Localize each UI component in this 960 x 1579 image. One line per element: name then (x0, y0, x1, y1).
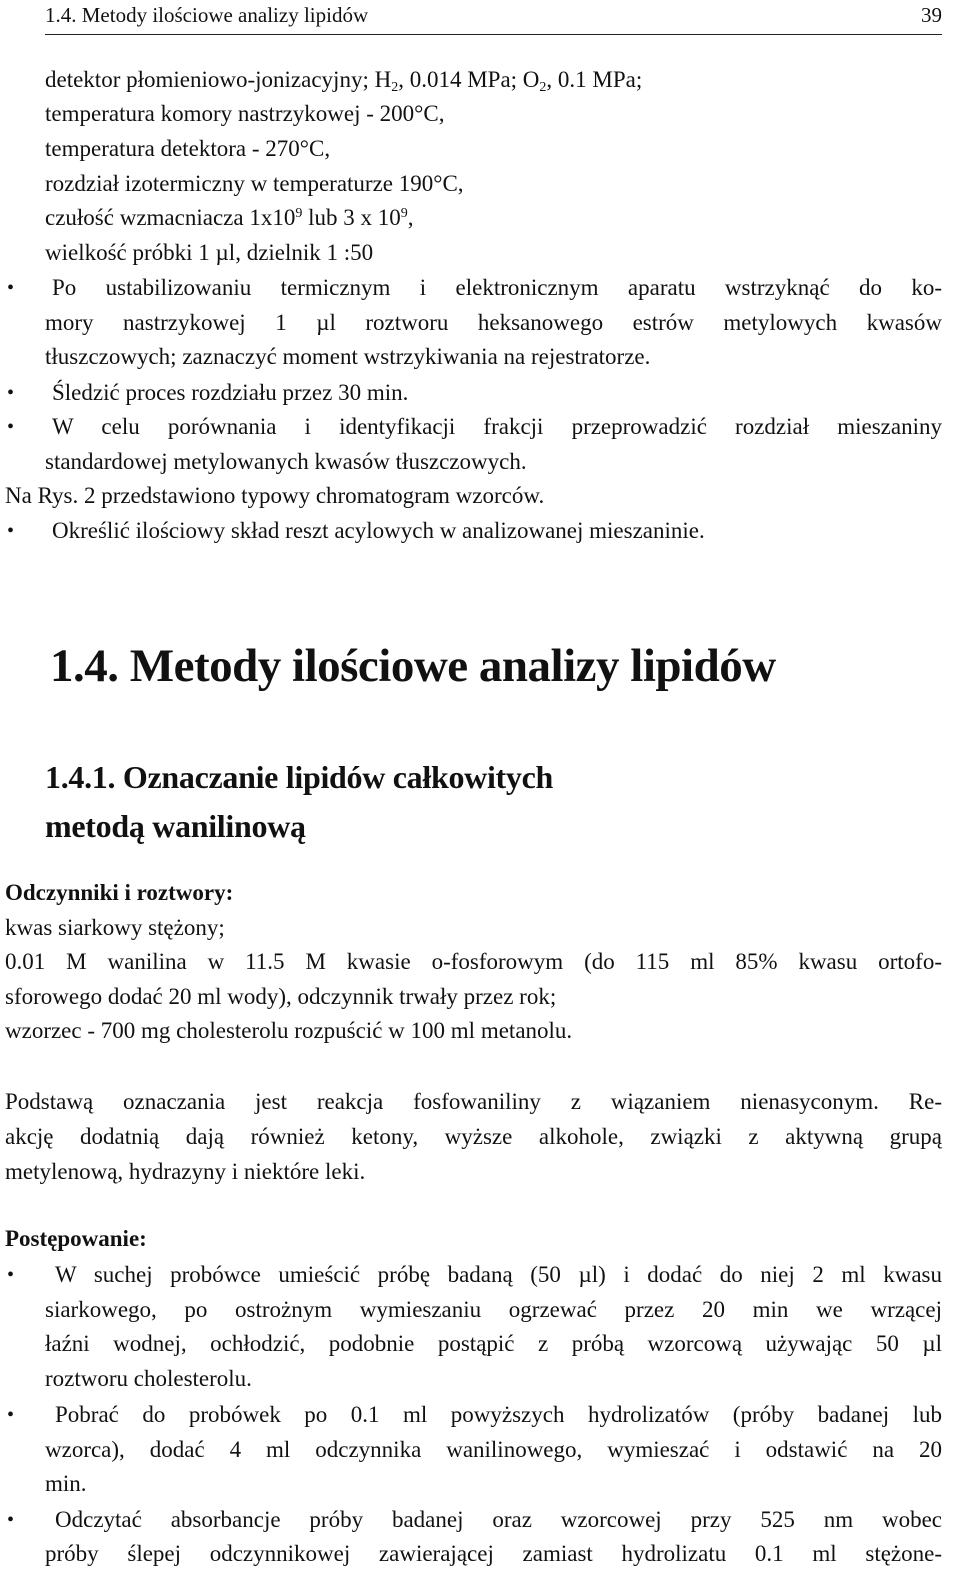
step-inject-line-3: tłuszczowych; zaznaczyć moment wstrzykiwania na rejestratorze. (45, 344, 651, 369)
step-compare-line-2: standardowej metylowanych kwasów tłuszczowych. (45, 449, 527, 474)
step-observe: Śledzić proces rozdziału przez 30 min. (52, 380, 409, 405)
procedure-step-1-line-4: roztworu cholesterolu. (45, 1366, 252, 1391)
bullet-icon: • (7, 416, 15, 438)
principle-line-3: metylenową, hydrazyny i niektóre leki. (5, 1159, 366, 1184)
subsection-title-line-2: metodą wanilinową (45, 808, 306, 844)
bullet-icon: • (7, 1509, 15, 1531)
page-number: 39 (921, 3, 942, 27)
reagents-heading: Odczynniki i roztwory: (5, 880, 234, 905)
step-inject-line-2: mory nastrzykowej 1 µl roztworu heksanowego estrów metylowych kwasów (45, 310, 942, 335)
procedure-step-1-line-2: siarkowego, po ostrożnym wymieszaniu ogrzewać przez 20 min we wrzącej (45, 1297, 942, 1322)
reagent-line-4: wzorzec - 700 mg cholesterolu rozpuścić w 100 ml metanolu. (5, 1018, 573, 1043)
procedure-step-2-line-3: min. (45, 1471, 87, 1496)
bullet-icon: • (7, 277, 15, 299)
procedure-step-3-line-1: Odczytać absorbancje próby badanej oraz wzorcowej przy 525 nm wobec (55, 1507, 942, 1532)
step-inject-line-1: Po ustabilizowaniu termicznym i elektronicznym aparatu wstrzyknąć do ko- (52, 275, 942, 300)
step-compare-line-1: W celu porównania i identyfikacji frakcji przeprowadzić rozdział mieszaniny (52, 414, 942, 439)
figure-note: Na Rys. 2 przedstawiono typowy chromatogram wzorców. (5, 483, 545, 508)
param-injector-temp: temperatura komory nastrzykowej - 200°C, (45, 101, 445, 126)
step-determine: Określić ilościowy skład reszt acylowych w analizowanej mieszaninie. (52, 518, 705, 543)
principle-line-2: akcję dodatnią dają również ketony, wyższe alkohole, związki z aktywną grupą (5, 1124, 942, 1149)
param-detector-temp: temperatura detektora - 270°C, (45, 136, 331, 161)
principle-line-1: Podstawą oznaczania jest reakcja fosfowaniliny z wiązaniem nienasyconym. Re- (5, 1089, 942, 1114)
reagent-line-2: 0.01 M wanilina w 11.5 M kwasie o-fosforowym (do 115 ml 85% kwasu ortofo- (5, 949, 942, 974)
procedure-step-3-line-2: próby ślepej odczynnikowej zawierającej zamiast hydrolizatu 0.1 ml stężone- (45, 1541, 942, 1566)
bullet-icon: • (7, 382, 15, 404)
bullet-icon: • (7, 520, 15, 542)
subsection-title-line-1: 1.4.1. Oznaczanie lipidów całkowitych (45, 759, 554, 795)
param-sample-size: wielkość próbki 1 µl, dzielnik 1 :50 (45, 240, 374, 265)
procedure-step-1-line-1: W suchej probówce umieścić próbę badaną (50 µl) i dodać do niej 2 ml kwasu (55, 1262, 942, 1287)
reagent-line-1: kwas siarkowy stężony; (5, 915, 225, 940)
section-title: 1.4. Metody ilościowe analizy lipidów (50, 640, 776, 692)
bullet-icon: • (7, 1264, 15, 1286)
reagent-line-3: sforowego dodać 20 ml wody), odczynnik trwały przez rok; (5, 984, 557, 1009)
procedure-step-2-line-2: wzorca), dodać 4 ml odczynnika wanilinowego, wymieszać i odstawić na 20 (45, 1437, 942, 1462)
param-detector: detektor płomieniowo-jonizacyjny; $H_2$, 0.014 MPa; $O_2$, 0.1 MPa; (45, 67, 643, 95)
page-header (45, 0, 942, 35)
param-sensitivity: czułość wzmacniacza $1x10^9$ lub 3 x $10^9$, (45, 205, 414, 230)
procedure-heading: Postępowanie: (5, 1226, 147, 1251)
bullet-icon: • (7, 1404, 15, 1426)
running-title: 1.4. Metody ilościowe analizy lipidów (45, 3, 369, 27)
param-separation: rozdział izotermiczny w temperaturze 190°C, (45, 171, 464, 196)
procedure-step-2-line-1: Pobrać do probówek po 0.1 ml powyższych hydrolizatów (próby badanej lub (55, 1402, 942, 1427)
procedure-step-1-line-3: łaźni wodnej, ochłodzić, podobnie postąpić z próbą wzorcową używając 50 µl (45, 1331, 942, 1356)
